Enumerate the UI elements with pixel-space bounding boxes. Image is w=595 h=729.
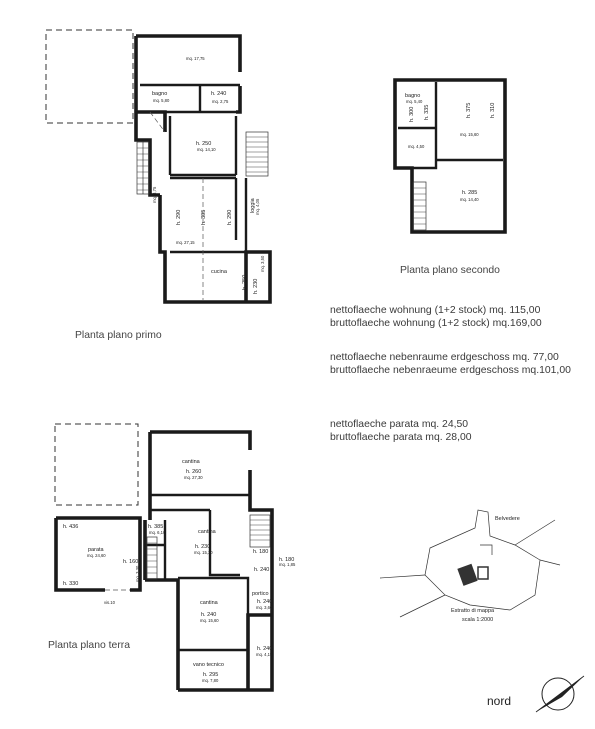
gf-h240-area: mq. 15,60 [200,618,219,623]
sf-bagno: bagno [405,93,421,99]
ff-loggia-area: mq. 4,05 [255,198,260,215]
area-line-6: bruttoflaeche parata mq. 28,00 [330,432,472,443]
sf-small-area: mq. 4,50 [408,144,425,149]
gf-parata: parata [88,547,104,553]
caption-north: nord [487,694,512,708]
ff-h250: h. 250 [196,141,212,147]
gf-h180: h. 180 [253,549,269,555]
map-belvedere: Belvedere [495,516,520,522]
ff-side-area: mq. 3,50 [260,255,265,272]
map-extract-1: Estratto di mappa [451,608,495,614]
ground-floor-stair-left [147,537,157,579]
gf-h240p-area: mq. 3,60 [256,605,273,610]
ff-loggia: loggia [250,198,256,213]
gf-cantina2: cantina [198,529,216,535]
map-extract-2: scala 1:2000 [462,617,494,623]
gf-h240c: h. 240 [257,646,273,652]
first-floor-stair-right [246,132,268,176]
gf-vano: vano tecnico [193,662,224,668]
gf-h260-area: mq. 27,30 [184,475,203,480]
area-line-3: nettoflaeche nebenraume erdgeschoss mq. 77,00 [330,352,559,363]
gf-gate-label: vis.10 [104,600,115,605]
gf-h160: h. 160 [123,559,139,565]
first-floor-stair-left [137,142,149,194]
sf-main-area: mq. 15,60 [460,132,479,137]
area-line-1: nettoflaeche wohnung (1+2 stock) mq. 115,00 [330,305,541,316]
gf-portico: portico [252,591,269,597]
ff-h305: h. 305 [201,209,207,225]
gf-h230-area: mq. 15,30 [194,550,213,555]
gf-h240a: h. 240 [254,567,270,573]
gf-h330: h. 330 [63,581,79,587]
map-parcel-outline [425,510,540,610]
gf-h385-area: mq. 6,10 [149,530,166,535]
sf-h285-area: mq. 14,40 [460,197,479,202]
gf-h240c-area: mq. 4,15 [256,652,273,657]
sf-bagno-area: mq. 5,40 [406,99,423,104]
ff-h240-area: mq. 2,75 [212,99,229,104]
sf-h310: h. 310 [490,102,496,118]
gf-h385: h. 385 [148,524,164,530]
gf-h295-area: mq. 7,80 [202,678,219,683]
gf-cantina1: cantina [182,459,200,465]
map-building [457,564,477,586]
ff-bagno-area: mq. 5,80 [153,98,170,103]
gf-h230: h. 230 [195,544,211,550]
gf-stair-area: mq. 3,30 [135,565,140,582]
sf-h335: h. 335 [424,104,430,120]
ff-h240: h. 240 [211,91,227,97]
north-arrow [536,676,584,712]
first-floor-inner-walls [140,85,246,252]
caption-plan-ground: Planta plano terra [48,640,131,651]
first-floor-plan [46,30,270,302]
sf-h375: h. 375 [466,102,472,118]
caption-plan-second: Planta plano secondo [400,265,500,276]
ff-h250-area: mq. 14,10 [197,147,216,152]
ff-h290b: h. 290 [227,209,233,225]
terrace-outline [46,30,133,123]
site-map [380,510,560,623]
ground-terrace-outline [55,424,138,505]
caption-plan-first: Planta plano primo [75,330,162,341]
ff-r1-area: mq. 17,75 [186,56,205,61]
gf-h180-area: mq. 1,85 [279,562,296,567]
sf-h300: h. 300 [409,106,415,122]
ff-big-area: mq. 27,15 [176,240,195,245]
second-floor-plan [395,80,505,232]
ff-stair-area: mq. 3,75 [152,186,157,203]
gf-h436: h. 436 [63,524,79,530]
ff-h290a: h. 290 [176,209,182,225]
ff-h250b: h. 250 [242,274,248,290]
area-line-2: bruttoflaeche wohnung (1+2 stock) mq.169,00 [330,318,542,329]
area-line-4: bruttoflaeche nebenraeume erdgeschoss mq.101,00 [330,365,571,376]
sf-h285: h. 285 [462,190,478,196]
gf-parata-area: mq. 24,60 [87,553,106,558]
ff-bagno: bagno [152,91,168,97]
gf-h180b: h. 180 [279,557,295,563]
ff-h230: h. 230 [253,278,259,294]
ground-floor-inner-walls [145,495,250,650]
gf-h240p: h. 240 [257,599,273,605]
gf-cantina3: cantina [200,600,218,606]
gf-h260: h. 260 [186,469,202,475]
gf-h240: h. 240 [201,612,217,618]
ground-floor-stair-right [250,515,270,547]
ff-cucina: cucina [211,269,227,275]
gf-h295: h. 295 [203,672,219,678]
second-floor-stair [413,182,426,230]
area-line-5: nettoflaeche parata mq. 24,50 [330,419,469,430]
